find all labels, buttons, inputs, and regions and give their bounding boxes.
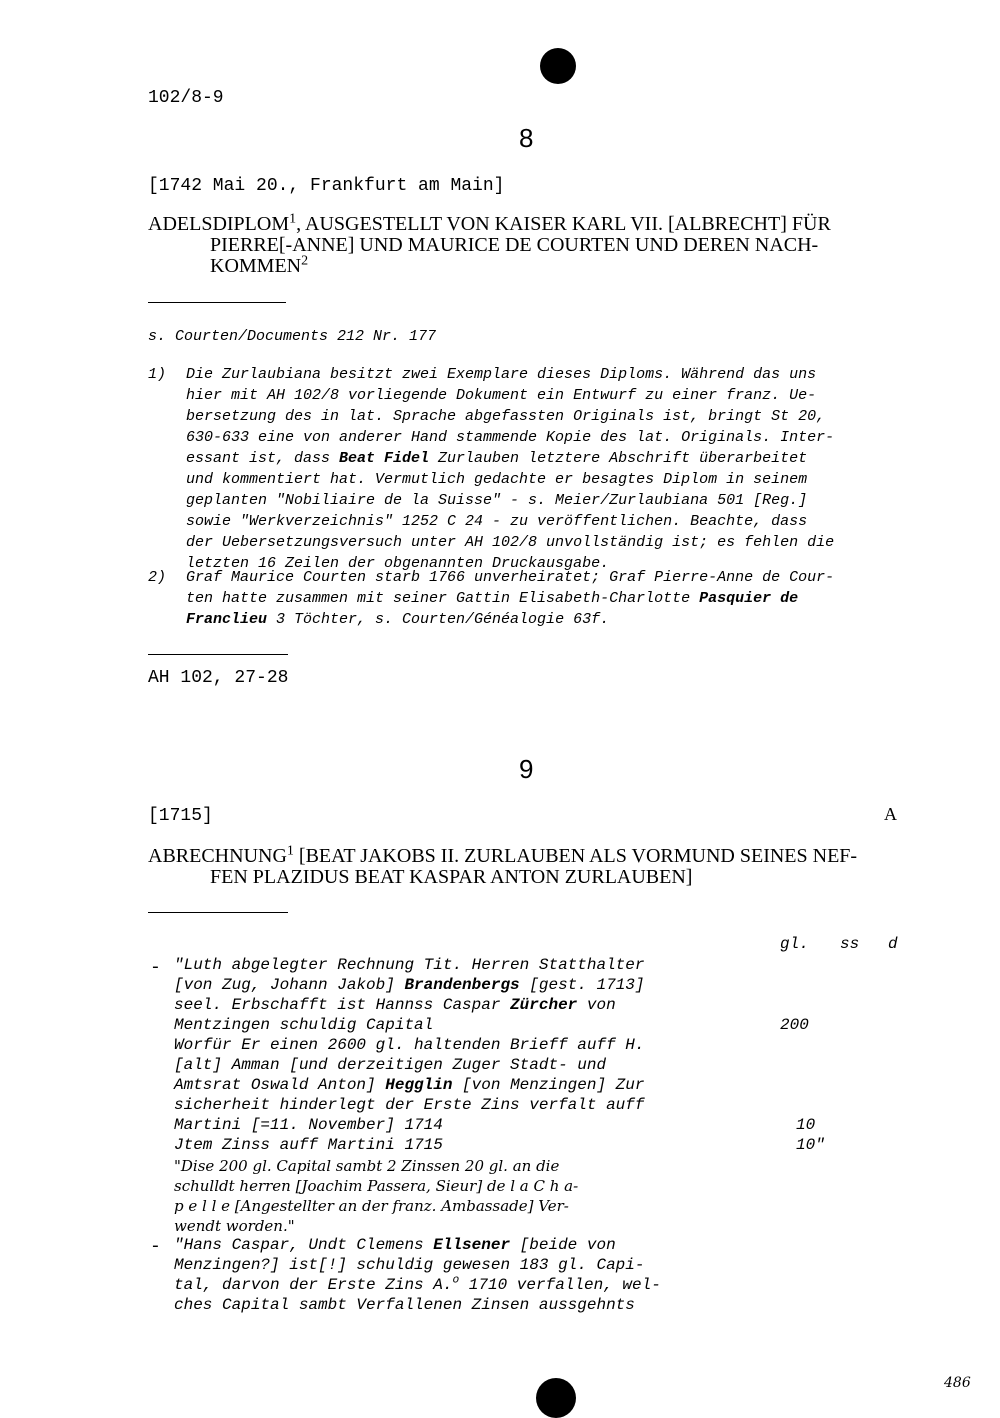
document-date: [1715] xyxy=(148,806,213,826)
document-number-8: 8 xyxy=(519,123,534,153)
person-name: Hegglin xyxy=(385,1076,453,1094)
footnote-2-number: 2) xyxy=(148,569,167,586)
footnote-line: 630-633 eine von anderer Hand stammende Kopie des lat. Originals. Inter- xyxy=(186,429,835,446)
entry-line: ches Capital sambt Verfallenen Zinsen aussgehnts xyxy=(174,1296,635,1314)
text-run: Amtsrat Oswald Anton] xyxy=(174,1076,386,1094)
title-text: KOMMEN xyxy=(210,255,302,277)
entry-line xyxy=(174,1275,661,1295)
text-run: 3 Töchter, s. Courten/Généalogie 63f. xyxy=(267,611,610,628)
archive-page-stamp: 486 xyxy=(944,1375,971,1391)
footnote-ref-1: 1 xyxy=(289,211,297,227)
footnote-line: Graf Maurice Courten starb 1766 unverheiratet; Graf Pierre-Anne de Cour- xyxy=(186,569,835,586)
quote-line: p e l l e [Angestellter an der franz. Ambassade] Ver- xyxy=(174,1197,569,1215)
reference-line: s. Courten/Documents 212 Nr. 177 xyxy=(148,328,437,345)
entry-line xyxy=(174,1235,661,1255)
footnote-line: geplanten "Nobiliaire de la Suisse" - s. Meier/Zurlaubiana 501 [Reg.] xyxy=(186,492,808,509)
person-name: Zürcher xyxy=(510,996,578,1014)
punch-hole-top xyxy=(540,48,576,84)
document-title-line-2: PIERRE[-ANNE] UND MAURICE DE COURTEN UND DEREN NACH- xyxy=(210,234,819,256)
entry-2-text xyxy=(174,1235,661,1315)
superscript: o xyxy=(452,1274,460,1287)
text-run: [von Menzingen] Zur xyxy=(452,1076,645,1094)
title-text: ABRECHNUNG xyxy=(148,845,287,867)
entry-line xyxy=(174,1075,644,1095)
amount-capital: 200 xyxy=(780,1016,809,1034)
copy-marker: A xyxy=(884,804,897,824)
footnote-line: der Uebersetzungsversuch unter AH 102/8 unvollständig ist; es fehlen die xyxy=(186,534,835,551)
amount-interest-1715: 10" xyxy=(796,1136,825,1154)
footnote-line: hier mit AH 102/8 vorliegende Dokument ein Entwurf zu einer franz. Ue- xyxy=(186,387,817,404)
column-header-denar: d xyxy=(888,935,898,953)
footnote-line xyxy=(186,448,834,469)
person-name: Beat Fidel xyxy=(339,450,430,467)
entry-line: "Luth abgelegter Rechnung Tit. Herren Statthalter xyxy=(174,956,645,974)
entry-1-text xyxy=(174,955,644,1155)
column-header-schilling: ss xyxy=(840,935,860,953)
person-name: Pasquier de xyxy=(699,590,799,607)
text-run: [von Zug, Johann Jakob] xyxy=(174,976,405,994)
entry-line: sicherheit hinderlegt der Erste Zins verfalt auff xyxy=(174,1096,645,1114)
section-divider xyxy=(148,912,288,913)
entry-1-dash: - xyxy=(150,958,161,978)
entry-line: Martini [=11. November] 1714 xyxy=(174,1116,443,1134)
document-title-line-2: FEN PLAZIDUS BEAT KASPAR ANTON ZURLAUBEN] xyxy=(210,866,693,888)
footnote-1-number: 1) xyxy=(148,366,167,383)
document-title-line-3 xyxy=(210,253,309,277)
entry-line: Jtem Zinss auff Martini 1715 xyxy=(174,1136,443,1154)
document-date: [1742 Mai 20., Frankfurt am Main] xyxy=(148,176,505,196)
quote-line: schulldt herren [Joachim Passera, Sieur] de l a C h a- xyxy=(174,1177,579,1195)
entry-line: Mentzingen schuldig Capital xyxy=(174,1016,434,1034)
footnote-line: sowie "Werkverzeichnis" 1252 C 24 - zu veröffentlichen. Beachte, dass xyxy=(186,513,808,530)
footnote-2-text xyxy=(186,567,834,630)
footnote-line: letzten 16 Zeilen der obgenannten Druckausgabe. xyxy=(186,555,610,572)
title-text: [BEAT JAKOBS II. ZURLAUBEN ALS VORMUND SEINES NEF- xyxy=(293,845,858,867)
text-run: ten hatte zusammen mit seiner Gattin Elisabeth-Charlotte xyxy=(186,590,700,607)
page-reference: 102/8-9 xyxy=(148,88,224,108)
quoted-note xyxy=(174,1156,578,1236)
entry-2-dash: - xyxy=(150,1237,161,1257)
quote-line: "Dise 200 gl. Capital sambt 2 Zinssen 20 gl. an die xyxy=(174,1157,560,1175)
footnote-line: bersetzung des in lat. Sprache abgefassten Originals ist, bringt St 20, xyxy=(186,408,826,425)
section-divider xyxy=(148,302,286,303)
title-text: ADELSDIPLOM xyxy=(148,213,290,235)
footnote-ref-1: 1 xyxy=(286,843,294,859)
text-run: 1710 verfallen, wel- xyxy=(459,1276,661,1294)
footnote-1-text xyxy=(186,364,834,574)
footnote-line: Die Zurlaubiana besitzt zwei Exemplare dieses Diploms. Während das uns xyxy=(186,366,817,383)
entry-line: Worfür Er einen 2600 gl. haltenden Brieff auff H. xyxy=(174,1036,645,1054)
text-run: "Hans Caspar, Undt Clemens xyxy=(174,1236,434,1254)
quote-line: wendt worden." xyxy=(174,1217,295,1235)
text-run: [gest. 1713] xyxy=(519,976,645,994)
footnote-line: und kommentiert hat. Vermutlich gedachte er besagtes Diplom in seinem xyxy=(186,471,808,488)
text-run: [beide von xyxy=(510,1236,616,1254)
amount-interest-1714: 10 xyxy=(796,1116,816,1134)
document-title-line-1 xyxy=(148,211,831,235)
entry-line xyxy=(174,995,644,1015)
section-divider xyxy=(148,654,288,655)
person-name: Brandenbergs xyxy=(404,976,520,994)
footnote-line xyxy=(186,588,834,609)
entry-line: Menzingen?] ist[!] schuldig gewesen 183 gl. Capi- xyxy=(174,1256,645,1274)
text-run: Zurlauben letztere Abschrift überarbeitet xyxy=(429,450,808,467)
footnote-ref-2: 2 xyxy=(301,253,309,269)
entry-line xyxy=(174,975,644,995)
source-reference: AH 102, 27-28 xyxy=(148,668,289,688)
text-run: seel. Erbschafft ist Hannss Caspar xyxy=(174,996,511,1014)
document-number-9: 9 xyxy=(519,754,534,784)
text-run: von xyxy=(577,996,616,1014)
title-text: , AUSGESTELLT VON KAISER KARL VII. [ALBRECHT] FÜR xyxy=(296,213,831,235)
column-header-gulden: gl. xyxy=(780,935,809,953)
document-title-line-1 xyxy=(148,843,858,867)
person-name: Ellsener xyxy=(433,1236,511,1254)
footnote-line xyxy=(186,609,834,630)
punch-hole-bottom xyxy=(536,1378,576,1418)
entry-line: [alt] Amman [und derzeitigen Zuger Stadt- und xyxy=(174,1056,607,1074)
text-run: essant ist, dass xyxy=(186,450,340,467)
text-run: tal, darvon der Erste Zins A. xyxy=(174,1276,453,1294)
person-name: Franclieu xyxy=(186,611,268,628)
